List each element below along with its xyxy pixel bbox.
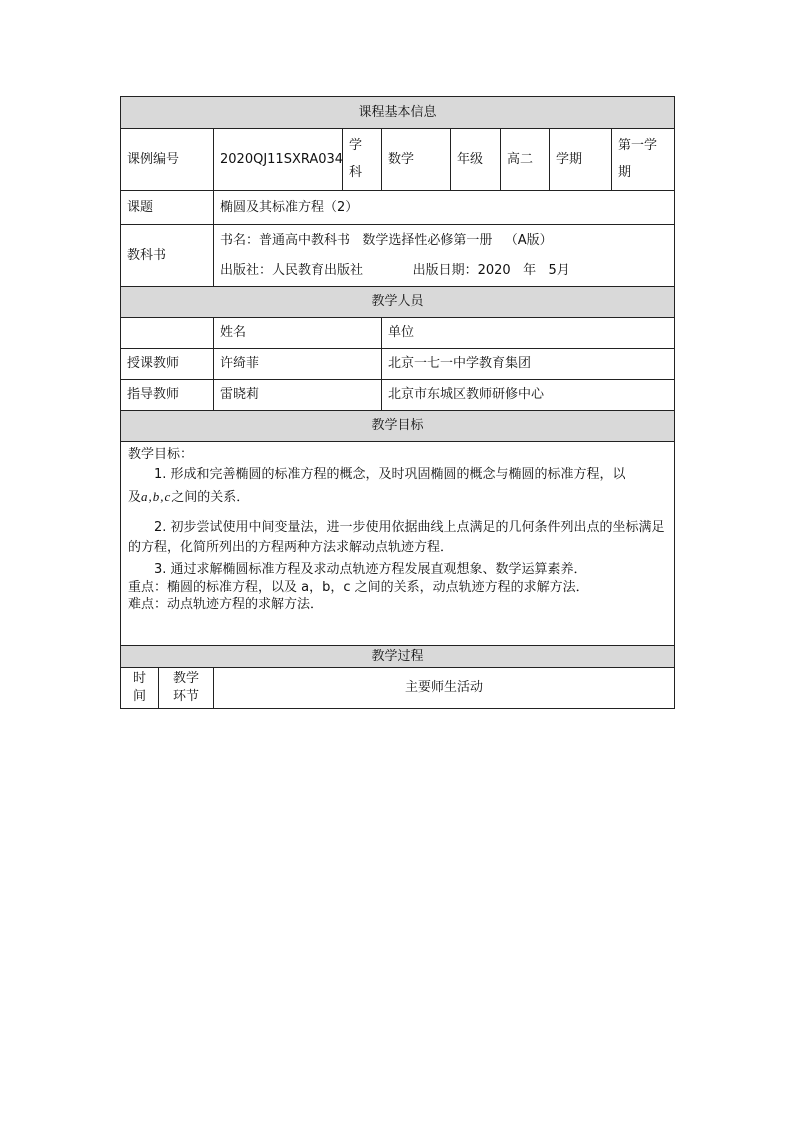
grade-label: 年级 [451,129,501,191]
lesson-table [120,96,675,709]
subject-label [343,129,382,191]
goal-1-suffix: 之间的关系． [171,490,250,506]
goal-1-line-1: 1. 形成和完善椭圆的标准方程的概念，及时巩固椭圆的概念与椭圆的标准方程，以 [154,466,626,482]
case-no-label: 课例编号 [121,129,214,191]
subject-label-line1: 学 [349,137,363,153]
lesson-info-sheet [120,96,674,709]
key-point: 重点：椭圆的标准方程，以及 a，b，c 之间的关系，动点轨迹方程的求解方法． [128,579,589,595]
goals-intro: 教学目标： [128,447,194,462]
goal-2: 2. 初步尝试使用中间变量法，进一步使用依据曲线上点满足的几何条件列出点的坐标满足的方程，化简所列出的方程两种方法求解动点轨迹方程． [128,520,665,556]
staff-role: 授课教师 [121,349,214,380]
staff-name: 雷晓莉 [214,380,382,411]
process-col-stage-line2: 环节 [172,689,199,704]
staff-header: 教学人员 [121,287,675,318]
textbook-value [214,225,675,287]
book-name: 书名：普通高中教科书 数学选择性必修第一册 （A版） [220,232,553,248]
goals-header: 教学目标 [121,411,675,442]
case-no-value: 2020QJ11SXRA034 [214,129,343,191]
process-col-stage-line1: 教学 [172,671,199,687]
term-value [612,129,675,191]
goal-3: 3. 通过求解椭圆标准方程及求动点轨迹方程发展直观想象、数学运算素养． [154,562,587,578]
goal-1-prefix: 及 [128,490,142,506]
publisher-info: 出版社：人民教育出版社 出版日期：2020 年 5月 [220,262,570,278]
goal-1-math-abc: a,b,c [141,489,172,505]
staff-col-unit: 单位 [382,318,675,349]
process-col-stage [159,668,214,709]
basic-info-header: 课程基本信息 [121,97,675,129]
term-label: 学期 [550,129,612,191]
staff-role: 指导教师 [121,380,214,411]
term-value-line2: 期 [618,164,632,180]
process-col-time-line2: 间 [132,689,146,704]
process-col-time-line1: 时 [132,671,146,687]
goal-1-line-2 [128,486,667,510]
topic-label: 课题 [121,191,214,225]
staff-col-name: 姓名 [214,318,382,349]
staff-blank-cell [121,318,214,349]
textbook-label: 教科书 [121,225,214,287]
staff-unit: 北京市东城区教师研修中心 [382,380,675,411]
grade-value: 高二 [501,129,550,191]
goals-body [121,442,675,646]
process-header: 教学过程 [121,646,675,668]
topic-value: 椭圆及其标准方程（2） [214,191,675,225]
staff-unit: 北京一七一中学教育集团 [382,349,675,380]
process-col-activity: 主要师生活动 [214,668,675,709]
process-col-time [121,668,159,709]
staff-name: 许绮菲 [214,349,382,380]
subject-value: 数学 [382,129,451,191]
subject-label-line2: 科 [349,164,363,180]
difficulty-point: 难点：动点轨迹方程的求解方法． [128,597,324,613]
term-value-line1: 第一学 [618,137,658,153]
